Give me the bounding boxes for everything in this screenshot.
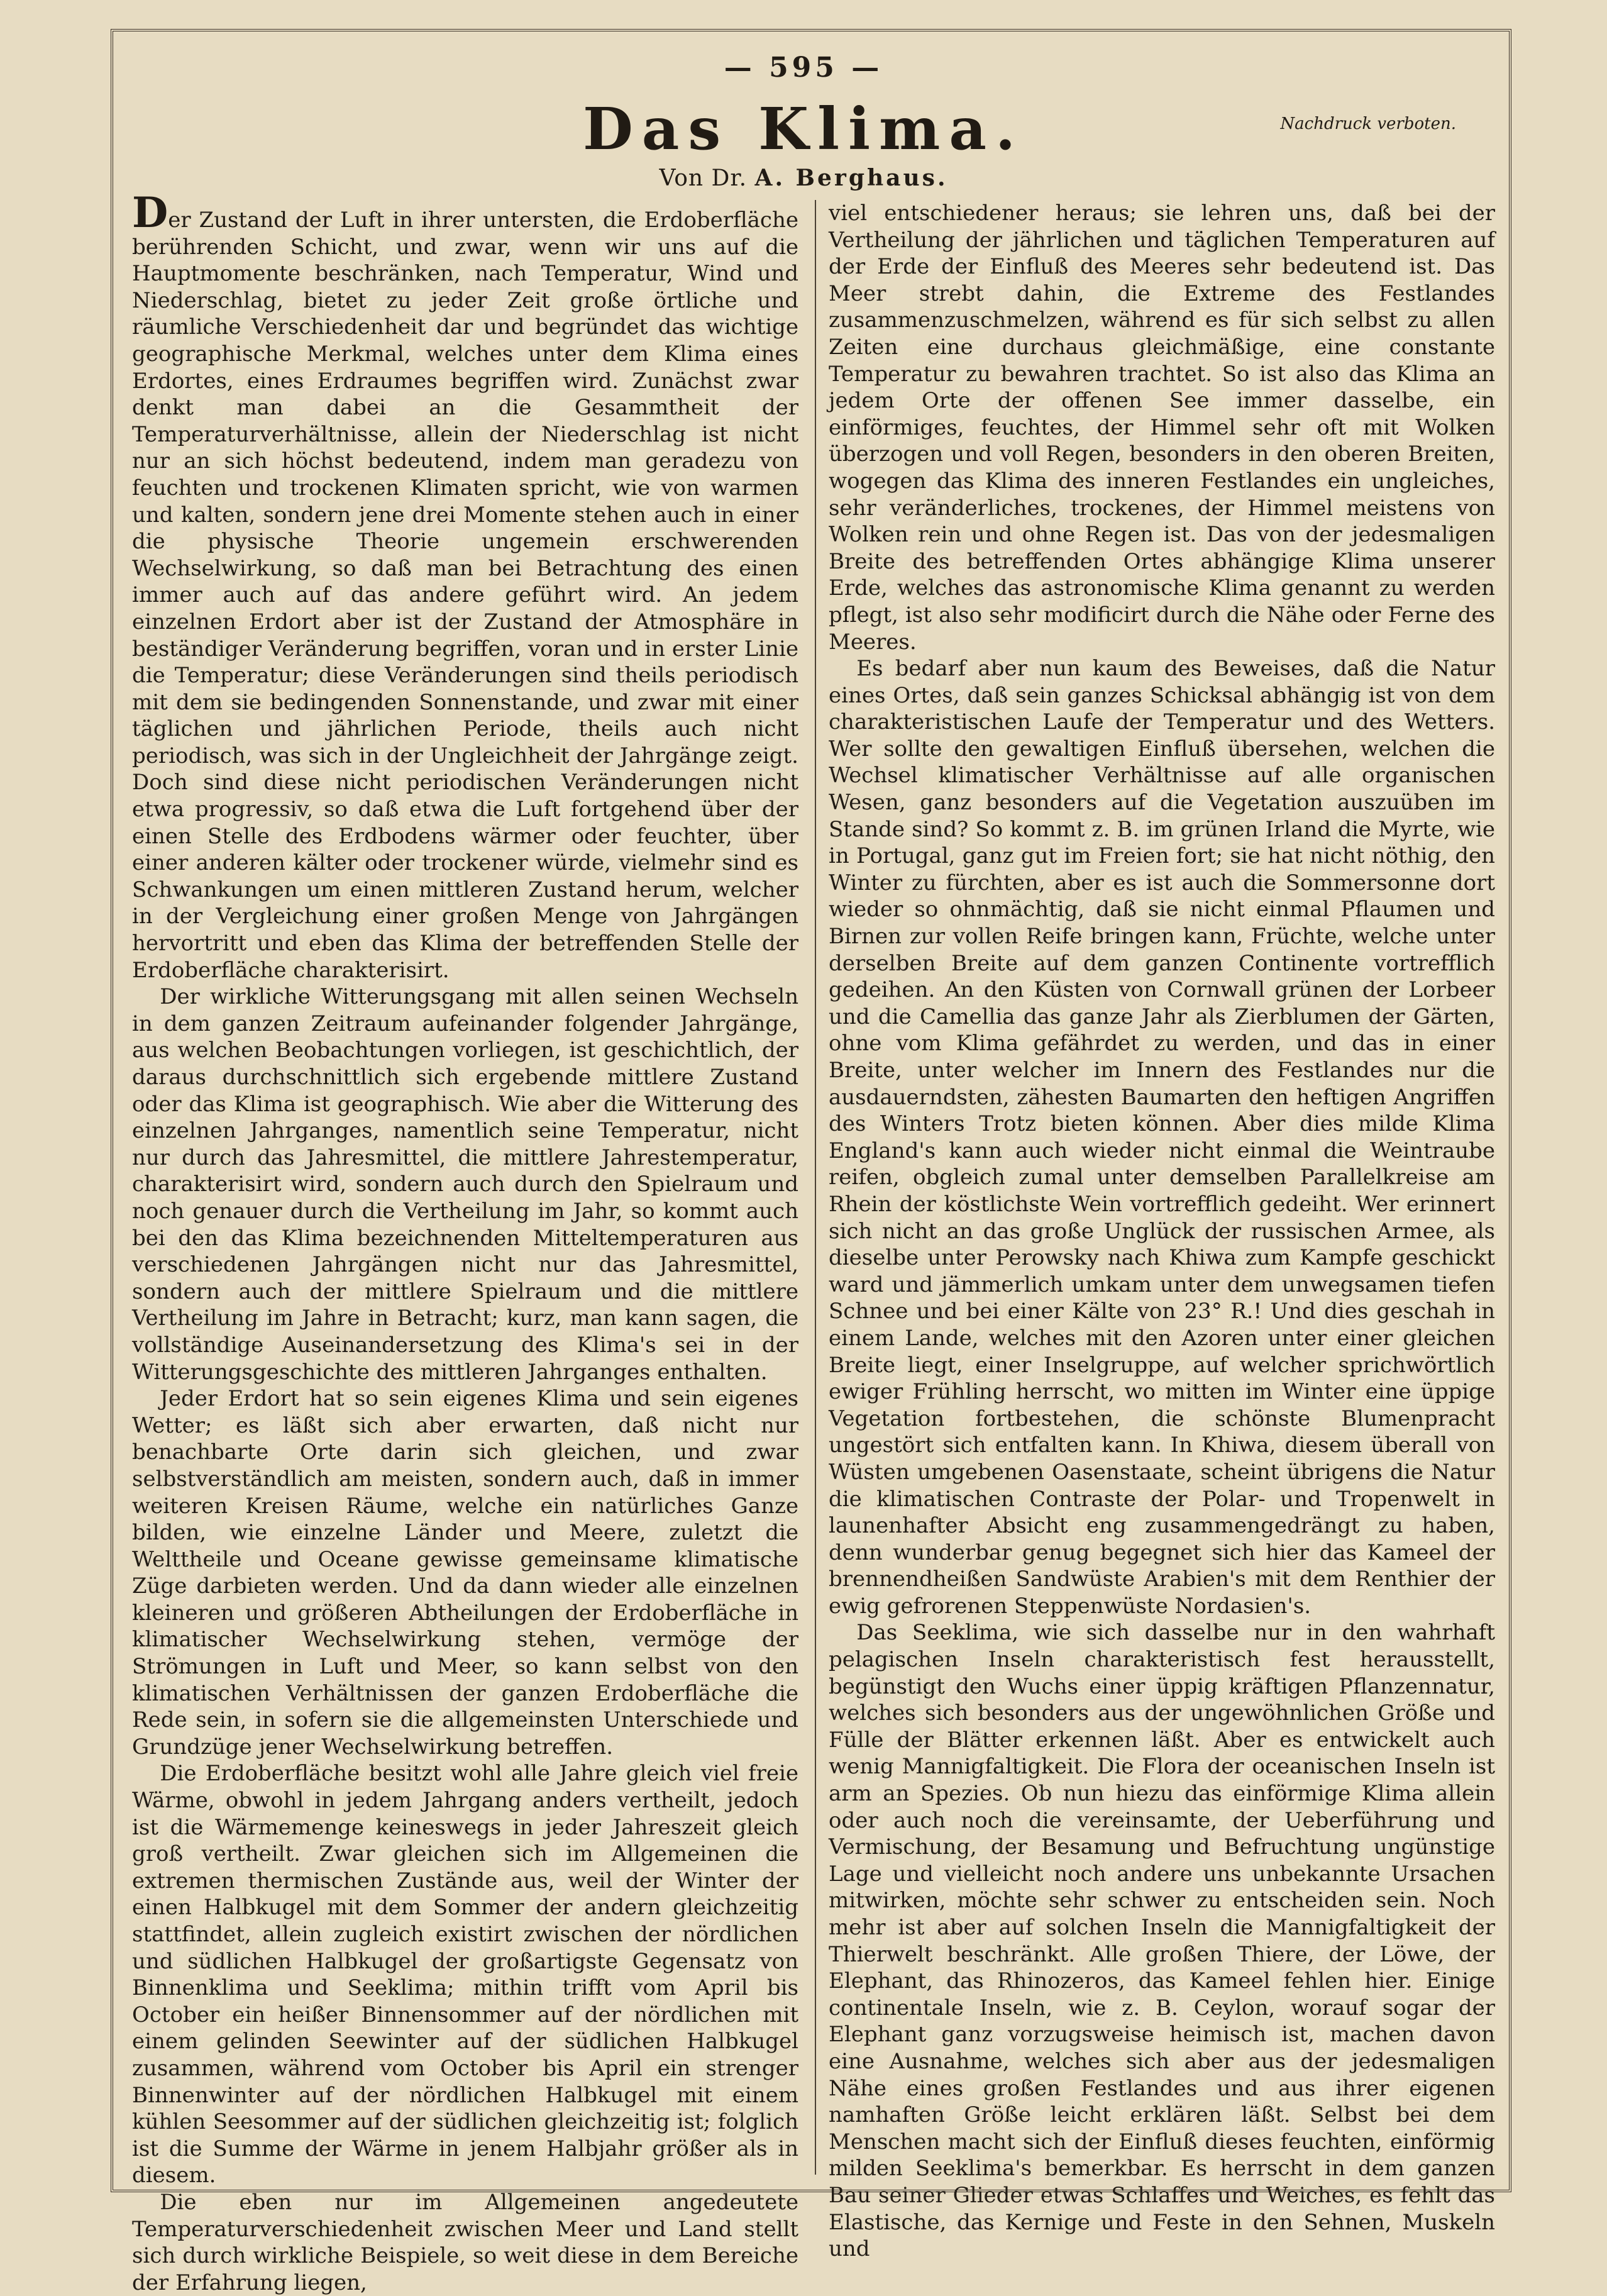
- byline-author: A. Berghaus.: [754, 165, 948, 191]
- byline: [0, 165, 1607, 191]
- byline-prefix: Von Dr.: [659, 165, 748, 191]
- paragraph: Jeder Erdort hat so sein eigenes Klima und sein eigenes Wetter; es läßt sich aber erwarten, daß nicht nur benachbarte Orte darin sich gleichen, und zwar selbstverständlich am meisten, sondern auch, daß in immer weiteren Kreisen Räume, welche ein natürliches Ganze bilden, wie einzelne Länder und Meere, zuletzt die Welttheile und Oceane gewisse gemeinsame klimatische Züge darbieten werden. Und da dann wieder alle einzelnen kleineren und größeren Abtheilungen der Erdoberfläche in klimatischer Wechselwirkung stehen, vermöge der Strömungen in Luft und Meer, so kann selbst von den klimatischen Verhältnissen der ganzen Erdoberfläche die Rede sein, in sofern sie die allgemeinsten Unterschiede und Grundzüge jener Wechselwirkung betreffen.: [132, 1386, 798, 1760]
- page-number: — 595 —: [724, 52, 883, 84]
- right-column: [829, 200, 1495, 2262]
- paragraph: viel entschiedener heraus; sie lehren uns, daß bei der Vertheilung der jährlichen und täglichen Temperaturen auf der Erde der Einfluß des Meeres sehr bedeutend ist. Das Meer strebt dahin, die Extreme des Festlandes zusammenzuschmelzen, während es für sich selbst zu allen Zeiten eine durchaus gleichmäßige, eine constante Temperatur zu bewahren trachtet. So ist also das Klima an jedem Orte der offenen See immer dasselbe, ein einförmiges, feuchtes, der Himmel sehr oft mit Wolken überzogen und voll Regen, besonders in den oberen Breiten, wogegen das Klima des inneren Festlandes ein ungleiches, sehr veränderliches, trockenes, der Himmel meistens von Wolken rein und ohne Regen ist. Das von der jedesmaligen Breite des betreffenden Ortes abhängige Klima unserer Erde, welches das astronomische Klima genannt zu werden pflegt, ist also sehr modificirt durch die Nähe oder Ferne des Meeres.: [829, 201, 1495, 655]
- paragraph: Der wirkliche Witterungsgang mit allen seinen Wechseln in dem ganzen Zeitraum aufeinander folgender Jahrgänge, aus welchen Beobachtungen vorliegen, ist geschichtlich, der daraus durchschnittlich sich ergebende mittlere Zustand oder das Klima ist geographisch. Wie aber die Witterung des einzelnen Jahrganges, namentlich seine Temperatur, nicht nur durch das Jahresmittel, die mittlere Jahrestemperatur, charakterisirt wird, sondern auch durch den Spielraum und noch genauer durch die Vertheilung im Jahr, so kommt auch bei den das Klima bezeichnenden Mitteltemperaturen aus verschiedenen Jahrgängen nicht nur das Jahresmittel, sondern auch der mittlere Spielraum und die mittlere Vertheilung im Jahre in Betracht; kurz, man kann sagen, die vollständige Auseinandersetzung des Klima's sei in der Witterungsgeschichte des mittleren Jahrganges enthalten.: [132, 984, 798, 1385]
- left-column: [132, 188, 798, 2295]
- paragraph: Das Seeklima, wie sich dasselbe nur in den wahrhaft pelagischen Inseln charakteristisch fest herausstellt, begünstigt den Wuchs einer üppig kräftigen Pflanzennatur, welches sich besonders aus der ungewöhnlichen Größe und Fülle der Blätter erkennen läßt. Aber es entwickelt auch wenig Mannigfaltigkeit. Die Flora der oceanischen Inseln ist arm an Spezies. Ob nun hiezu das einförmige Klima allein oder auch noch die vereinsamte, der Ueberführung und Vermischung, der Besamung und Befruchtung ungünstige Lage und vielleicht noch andere uns unbekannte Ursachen mitwirken, möchte sehr schwer zu entscheiden sein. Noch mehr ist aber auf solchen Inseln die Mannigfaltigkeit der Thierwelt beschränkt. Alle großen Thiere, der Löwe, der Elephant, das Rhinozeros, das Kameel fehlen hier. Einige continentale Inseln, wie z. B. Ceylon, worauf sogar der Elephant ganz vorzugsweise heimisch ist, machen davon eine Ausnahme, welches sich aber aus der jedesmaligen Nähe eines großen Festlandes und aus ihrer eigenen namhaften Größe leicht erklären läßt. Selbst bei dem Menschen macht sich der Einfluß dieses feuchten, einförmig milden Seeklima's bemerkbar. Es herrscht in dem ganzen Bau seiner Glieder etwas Schlaffes und Weiches, es fehlt das Elastische, das Kernige und Feste in den Sehnen, Muskeln und: [829, 1620, 1495, 2262]
- paragraph: Die Erdoberfläche besitzt wohl alle Jahre gleich viel freie Wärme, obwohl in jedem Jahrgang anders vertheilt, jedoch ist die Wärmemenge keineswegs in jeder Jahreszeit gleich groß vertheilt. Zwar gleichen sich im Allgemeinen die extremen thermischen Zustände aus, weil der Winter der einen Halbkugel mit dem Sommer der andern gleichzeitig stattfindet, allein zugleich existirt zwischen der nördlichen und südlichen Halbkugel der großartigste Gegensatz von Binnenklima und Seeklima; mithin trifft vom April bis October ein heißer Binnensommer auf der nördlichen mit einem gelinden Seewinter auf der südlichen Halbkugel zusammen, während vom October bis April ein strenger Binnenwinter auf der nördlichen Halbkugel mit einem kühlen Seesommer auf der südlichen gleichzeitig ist; folglich ist die Summe der Wärme in jenem Halbjahr größer als in diesem.: [132, 1761, 798, 2188]
- reprint-notice: Nachdruck verboten.: [1280, 114, 1456, 133]
- paragraph: Die eben nur im Allgemeinen angedeutete Temperaturverschiedenheit zwischen Meer und Land stellt sich durch wirkliche Beispiele, so weit diese in dem Bereiche der Erfahrung liegen,: [132, 2189, 798, 2295]
- article-title: Das Klima.: [582, 95, 1025, 163]
- column-divider: [815, 200, 816, 2175]
- paragraph-text: er Zustand der Luft in ihrer untersten, die Erdoberfläche berührenden Schicht, und zwar, wenn wir uns auf die Hauptmomente beschränken, nach Temperatur, Wind und Niederschlag, bietet zu jeder Zeit große örtliche und räumliche Verschiedenheit dar und begründet das wichtige geographische Merkmal, welches unter dem Klima eines Erdortes, eines Erdraumes begriffen wird. Zunächst zwar denkt man dabei an die Gesammtheit der Temperaturverhältnisse, allein der Niederschlag ist nicht nur an sich höchst bedeutend, indem man geradezu von feuchten und trockenen Klimaten spricht, wie von warmen und kalten, sondern jene drei Momente stehen auch in einer die physische Theorie ungemein erschwerenden Wechselwirkung, so daß man bei Betrachtung des einen immer auch auf das andere geführt wird. An jedem einzelnen Erdort aber ist der Zustand der Atmosphäre in beständiger Veränderung begriffen, voran und in erster Linie die Temperatur; diese Veränderungen sind theils periodisch mit dem sie bedingenden Sonnenstande, und zwar mit einer täglichen und jährlichen Periode, theils auch nicht periodisch, was sich in der Ungleichheit der Jahrgänge zeigt. Doch sind diese nicht periodischen Veränderungen nicht etwa progressiv, so daß etwa die Luft fortgehend über der einen Stelle des Erdbodens wärmer oder feuchter, über einer anderen kälter oder trockener würde, vielmehr sind es Schwankungen um einen mittleren Zustand herum, welcher in der Vergleichung einer großen Menge von Jahrgängen hervortritt und eben das Klima der betreffenden Stelle der Erdoberfläche charakterisirt.: [132, 208, 798, 983]
- paragraph: [132, 188, 798, 984]
- drop-cap: D: [132, 188, 168, 237]
- paragraph: Es bedarf aber nun kaum des Beweises, daß die Natur eines Ortes, daß sein ganzes Schicksal abhängig ist von dem charakteristischen Laufe der Temperatur und des Wetters. Wer sollte den gewaltigen Einfluß übersehen, welchen die Wechsel klimatischer Verhältnisse auf alle organischen Wesen, ganz besonders auf die Vegetation auszuüben im Stande sind? So kommt z. B. im grünen Irland die Myrte, wie in Portugal, ganz gut im Freien fort; sie hat nicht nöthig, den Winter zu fürchten, aber es ist auch die Sommersonne dort wieder so ohnmächtig, daß sie nicht einmal Pflaumen und Birnen zur vollen Reife bringen kann, Früchte, welche unter derselben Breite auf dem ganzen Continente vortrefflich gedeihen. An den Küsten von Cornwall grünen der Lorbeer und die Camellia das ganze Jahr als Zierblumen der Gärten, ohne vom Klima gefährdet zu werden, und das in einer Breite, unter welcher im Innern des Festlandes nur die ausdauerndsten, zähesten Baumarten den heftigen Angriffen des Winters Trotz bieten können. Aber dies milde Klima England's kann auch wieder nicht einmal die Weintraube reifen, obgleich zumal unter demselben Parallelkreise am Rhein der köstlichste Wein vortrefflich gedeiht. Wer erinnert sich nicht an das große Unglück der russischen Armee, als dieselbe unter Perowsky nach Khiwa zum Kampfe geschickt ward und jämmerlich umkam unter dem unwegsamen tiefen Schnee und bei einer Kälte von 23° R.! Und dies geschah in einem Lande, welches mit den Azoren unter einer gleichen Breite liegt, einer Inselgruppe, auf welcher sprichwörtlich ewiger Frühling herrscht, wo mitten im Winter eine üppige Vegetation fortbestehen, die schönste Blumenpracht ungestört sich entfalten kann. In Khiwa, diesem überall von Wüsten umgebenen Oasenstaate, scheint übrigens die Natur die klimatischen Contraste der Polar- und Tropenwelt in launenhafter Absicht eng zusammengedrängt zu haben, denn wunderbar genug begegnet sich hier das Kameel der brennendheißen Sandwüste Arabien's mit dem Renthier der ewig gefrorenen Steppenwüste Nordasien's.: [829, 656, 1495, 1619]
